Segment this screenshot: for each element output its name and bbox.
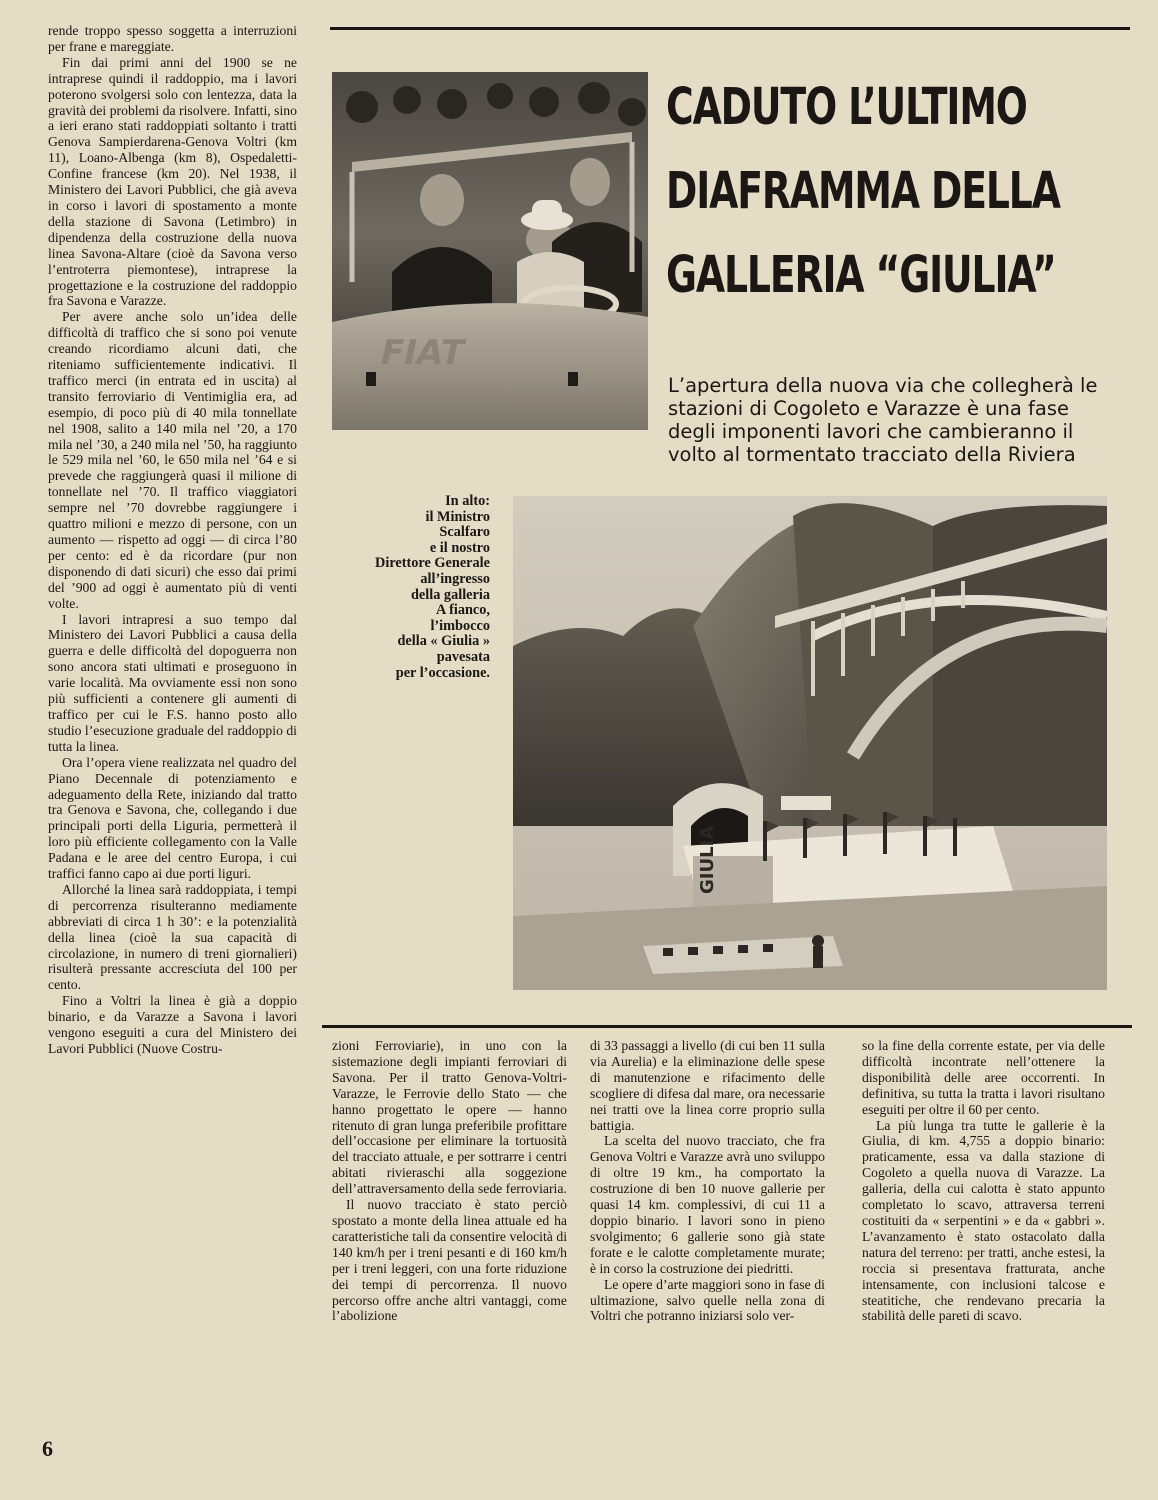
headline (666, 66, 1060, 318)
paragraph: Le opere d’arte maggiori sono in fase di ultimazione, salvo quelle nella zona di Voltri che potranno iniziarsi solo ver- (590, 1276, 825, 1324)
paragraph: so la fine della corrente estate, per via delle difficoltà incontrate nell’ottenere la disponibilità delle aree occorrenti. In definitiva, su tutta la tratta i lavori risultano eseguiti per oltre il 60 per cento. (862, 1038, 1105, 1117)
mid-rule (322, 1025, 1132, 1028)
paragraph: rende troppo spesso soggetta a interruzioni per frane e mareggiate. (48, 23, 297, 54)
giulia-portal-lettering: GIULIA (697, 825, 718, 894)
caption-line: e il nostro (429, 539, 490, 556)
article-column-4 (862, 1038, 1105, 1438)
top-rule (330, 27, 1130, 30)
headline-line: DIAFRAMMA DELLA (666, 162, 1060, 221)
paragraph: Fin dai primi anni del 1900 se ne intraprese quindi il raddoppio, ma i lavori poterono svolgersi solo con lentezza, data la gravità dei problemi da risolvere. Infatti, sino a ieri erano stati raddoppiati soltanto i tratti Genova Sampierdarena-Genova Voltri (km 11), Loano-Albenga (km 8), Ospedaletti-Confine francese (km 20). Nel 1938, il Ministero dei Lavori Pubblici, che già aveva in corso i lavori di spostamento a monte della stazione di Savona (Letimbro) in dipendenza della costruzione della nuova linea Savona-Altare (cioè da Savona verso l’entroterra piemontese), intraprese la progettazione e la costruzione del raddoppio fra Savona e Varazze. (48, 54, 297, 309)
standfirst: L’apertura della nuova via che collegherà le stazioni di Cogoleto e Varazze è una fase degli imponenti lavori che cambieranno il volto al tormentato tracciato della Riviera (668, 374, 1098, 466)
paragraph: Ora l’opera viene realizzata nel quadro del Piano Decennale di potenziamento e adeguamento della Rete, iniziando dal tratto tra Genova e Savona, che, collegando i due principali porti della Liguria, permetterà il loro più efficiente collegamento con la Valle Padana e le aree del centro Europa, i cui traffici fanno capo ai due porti liguri. (48, 754, 297, 882)
caption-line: In alto: (445, 493, 490, 509)
paragraph: Per avere anche solo un’idea delle difficoltà di traffico che si sono poi venute creando ricordiamo alcuni dati, che riteniamo sufficientemente indicativi. Il traffico merci (in entrata ed in uscita) al transito ferroviario di Ventimiglia era, ad esempio, di poco più di 40 mila tonnellate nel 1908, salito a 140 mila nel ’20, a 170 mila nel ’30, a 240 mila nel ’50, ha raggiunto le 529 mila nel ’60, le 650 mila nel ’64 e si prevede che raggiungerà quasi il milione di tonnellate nel ’70. Il traffico viaggiatori sempre nel ’70 dovrebbe raggiungere i quattro milioni e mezzo di persone, con un aumento — rispetto ad oggi — di circa l’80 per cento: ed è da ricordare (pur non disponendo di dati sicuri) che esso dai primi del ’900 ad oggi è aumentato più di venti volte. (48, 309, 297, 611)
headline-line: GALLERIA “GIULIA” (666, 246, 1056, 305)
caption-line: Direttore Generale (375, 555, 490, 572)
headline-line: CADUTO L’ULTIMO (666, 78, 1027, 137)
caption-line: A fianco, (435, 602, 490, 619)
article-column-1 (48, 23, 297, 1433)
paragraph: Fino a Voltri la linea è già a doppio binario, e da Varazze a Savona i lavori vengono eseguiti a cura del Ministero dei Lavori Pubblici (Nuove Costru- (48, 993, 297, 1056)
paragraph: di 33 passaggi a livello (di cui ben 11 sulla via Aurelia) e la eliminazione delle spese di manutenzione e rifacimento delle scogliere di difesa dal mare, ora necessarie nei tratti ove la linea corre proprio sulla battigia. (590, 1038, 825, 1133)
photo-tunnel-entrance (513, 496, 1107, 990)
paragraph: La più lunga tra tutte le gallerie è la Giulia, di km. 4,755 a doppio binario: praticamente, essa va dalla stazione di Cogoleto a quella nuova di Varazze. La galleria, della cui calotta è stato appunto completato lo scavo, attraversa terreni costituiti da « serpentini » e da « gabbri ». L’avanzamento è stato ostacolato dalla natura del terreno: per tratti, anche estesi, la roccia si presentava fratturata, anche intensamente, con inclusioni talcose e steatitiche, che rendevano precaria la stabilità delle pareti di scavo. (862, 1117, 1105, 1324)
caption-line: della « Giulia » (397, 633, 490, 650)
paragraph: Allorché la linea sarà raddoppiata, i tempi di percorrenza risulteranno mediamente abbreviati di circa 1 h 30’: e la potenzialità della linea (cioè la sua capacità di circolazione, in numero di treni giornalieri) risulterà pressante accresciuta del 100 per cento. (48, 881, 297, 993)
caption-line: all’ingresso (420, 570, 490, 587)
caption-line: della galleria (410, 586, 490, 603)
caption-line: per l’occasione. (395, 664, 490, 681)
photo-caption (330, 494, 490, 681)
paragraph: Il nuovo tracciato è stato perciò spostato a monte della linea attuale ed ha caratteristiche tali da consentire velocità di 140 km/h per i treni pesanti e di 160 km/h per i treni leggeri, con una forte riduzione dei tempi di percorrenza. Il nuovo percorso offre anche altri vantaggi, come l’abolizione (332, 1197, 567, 1324)
photo-minister-car (332, 72, 648, 430)
page-number: 6 (42, 1436, 53, 1461)
paragraph: zioni Ferroviarie), in uno con la sistemazione degli impianti ferroviari di Savona. Per il tratto Genova-Voltri-Varazze, le Ferrovie dello Stato — che hanno progettato le opere — hanno ritenuto di gran lunga preferibile profittare dell’occasione per eliminare la tortuosità del tracciato attuale, e per sottrarre i centri abitati rivieraschi alla soggezione dell’attraversamento della sede ferroviaria. (332, 1038, 567, 1197)
fiat-logo: FIAT (376, 333, 468, 373)
caption-line: pavesata (436, 648, 490, 665)
paragraph: La scelta del nuovo tracciato, che fra Genova Voltri e Varazze avrà uno sviluppo di oltre 19 km., ha comportato la costruzione di ben 10 nuove gallerie per quasi 14 km. complessivi, di cui 11 a doppio binario. I lavori sono in pieno svolgimento; 6 gallerie sono già state forate e le calotte completamente murate; è in corso la costruzione dei piedritti. (590, 1133, 825, 1276)
paragraph: I lavori intrapresi a suo tempo dal Ministero dei Lavori Pubblici a causa della guerra e delle difficoltà del dopoguerra non sono ancora stati ultimati e proseguono in varie località. Ma ovviamente essi non sono più sufficienti a contenere gli aumenti di traffico per cui le F.S. hanno posto allo studio l’esecuzione graduale del raddoppio di tutta la linea. (48, 611, 297, 754)
article-column-2 (332, 1038, 567, 1438)
article-column-3 (590, 1038, 825, 1438)
caption-line: Scalfaro (439, 524, 490, 541)
caption-line: il Ministro (425, 508, 490, 525)
caption-line: l’imbocco (430, 617, 490, 634)
